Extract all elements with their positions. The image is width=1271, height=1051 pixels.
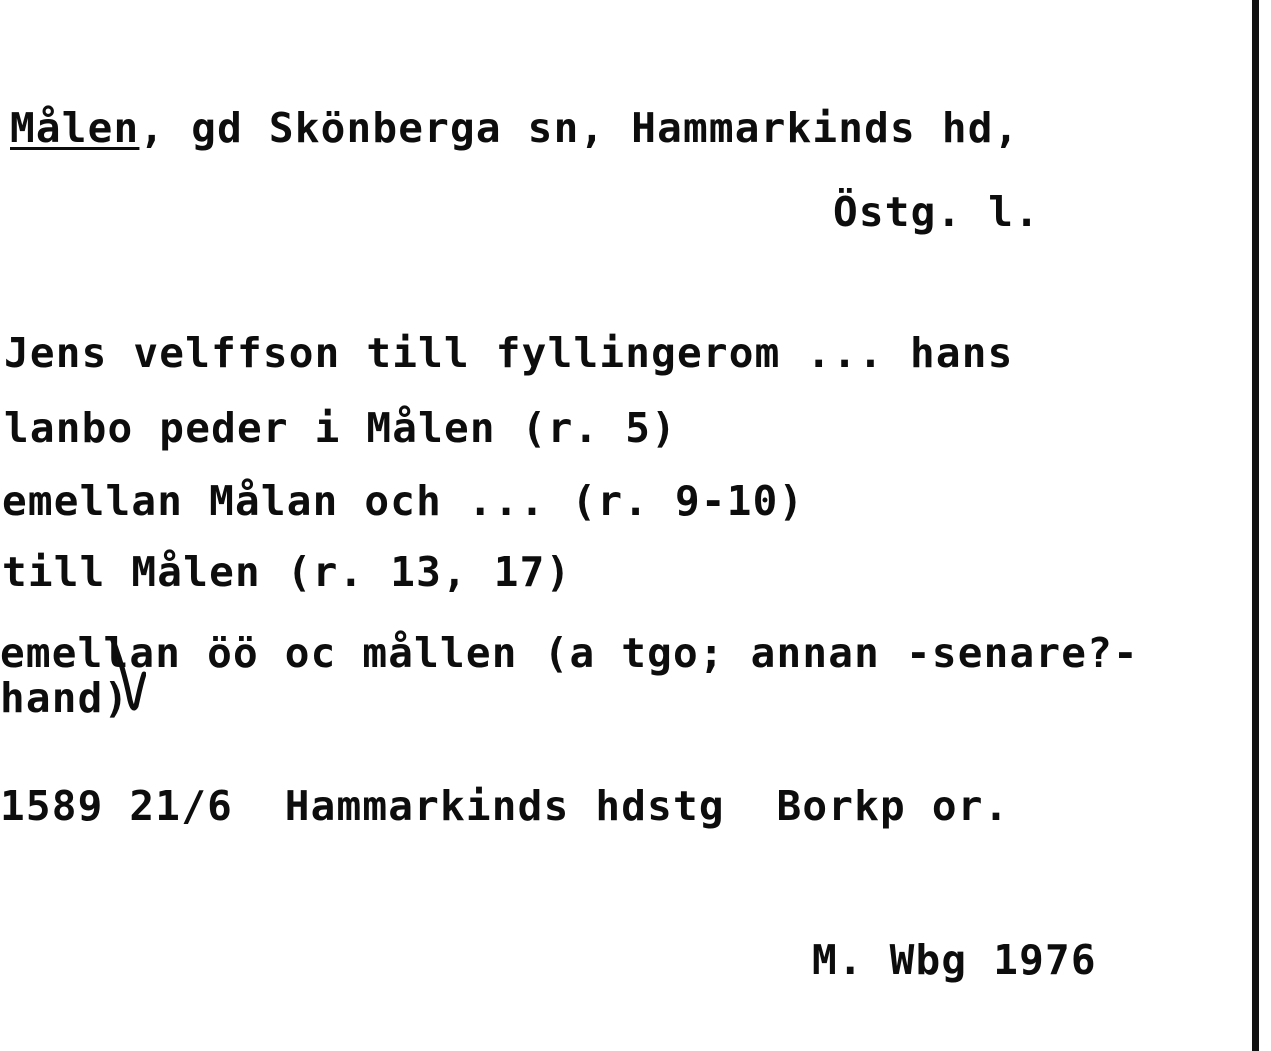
source-line: 1589 21/6 Hammarkinds hdstg Borkp or. [0, 782, 1010, 830]
body-line-4: till Målen (r. 13, 17) [2, 548, 572, 596]
headword-rest: , gd Skönberga sn, Hammarkinds hd, [139, 104, 1020, 152]
body-line-5: emellan öö oc mållen (a tgo; annan -senare?- [0, 629, 1139, 677]
card-right-margin [1259, 0, 1271, 1051]
headword: Målen [10, 104, 140, 152]
body-line-1: Jens velffson till fyllingerom ... hans [4, 329, 1014, 377]
body-line-2: lanbo peder i Målen (r. 5) [4, 404, 677, 452]
body-line-6: hand) [0, 674, 130, 722]
card-right-edge [1252, 0, 1259, 1051]
headword-line [10, 104, 1020, 152]
region-line: Östg. l. [833, 188, 1041, 236]
signature-line: M. Wbg 1976 [812, 936, 1097, 984]
body-line-3: emellan Målan och ... (r. 9-10) [2, 477, 805, 525]
